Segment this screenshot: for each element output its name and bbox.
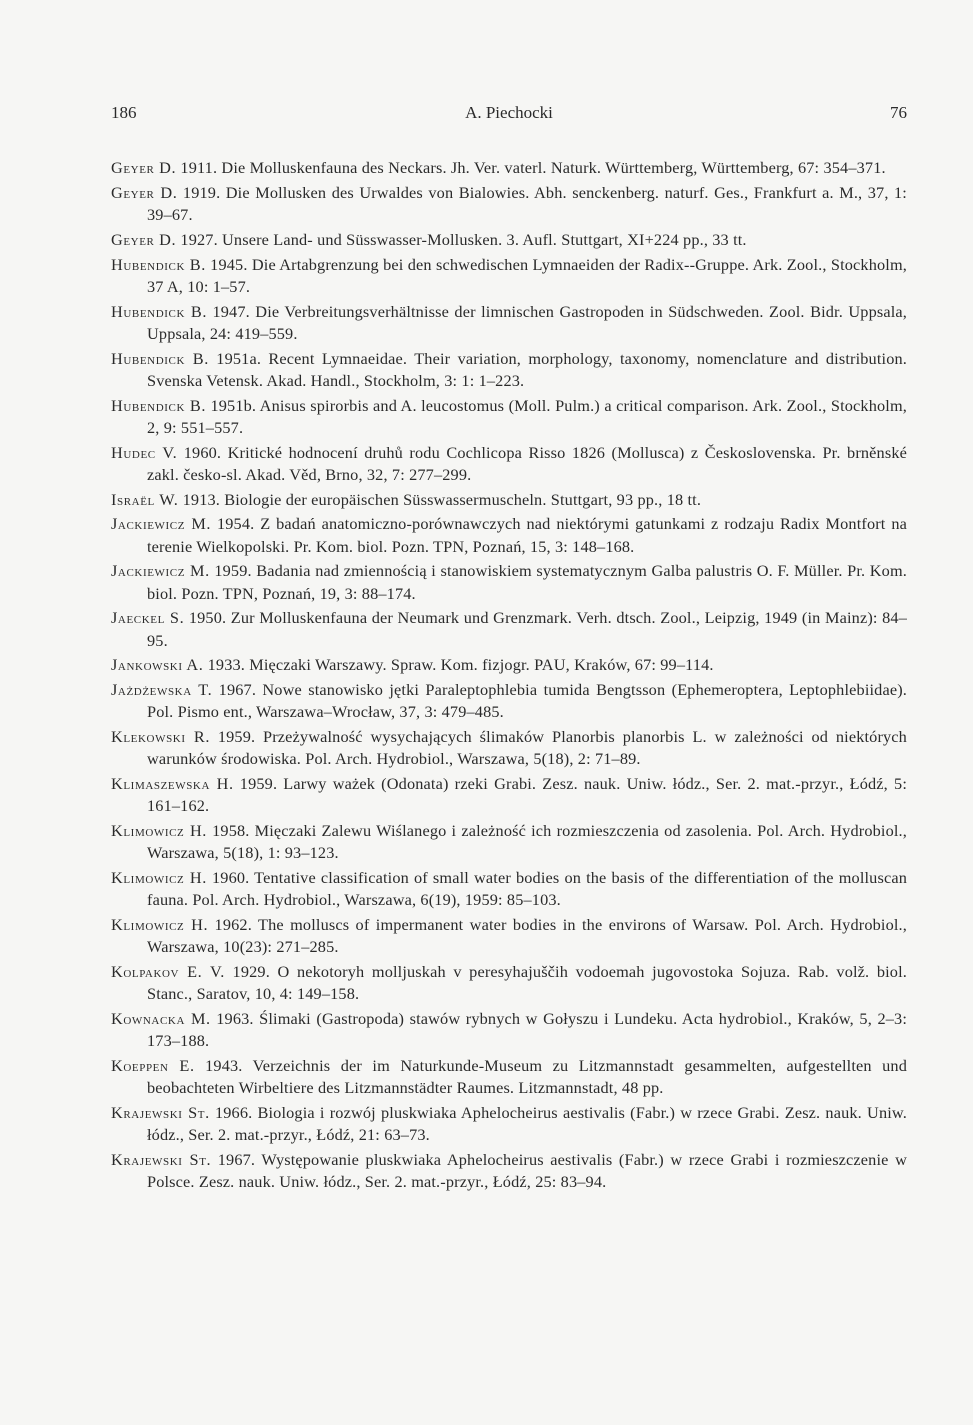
reference-author: Hudec V. bbox=[111, 442, 178, 462]
reference-text: 1963. Ślimaki (Gastropoda) stawów rybnych w Gołyszu i Lundeku. Acta hydrobiol., Kraków, 5, 2–3: 173–188. bbox=[147, 1009, 907, 1051]
reference-text: 1913. Biologie der europäischen Süsswassermuscheln. Stuttgart, 93 pp., 18 tt. bbox=[178, 489, 702, 509]
reference-entry bbox=[111, 820, 907, 864]
reference-text: 1967. Nowe stanowisko jętki Paraleptophlebia tumida Bengtsson (Ephemeroptera, Leptophlebiidae). Pol. Pismo ent., Warszawa–Wrocław, 37, 3: 479–485. bbox=[147, 680, 907, 722]
reference-author: Klimowicz H. bbox=[111, 915, 209, 935]
reference-list bbox=[111, 157, 907, 1196]
reference-text: 1967. Występowanie pluskwiaka Aphelocheirus aestivalis (Fabr.) w rzece Grabi i rozmieszczenie w Polsce. Zesz. nauk. Uniw. łódz., Ser. 2. mat.-przyr., Łódź, 25: 83–94. bbox=[147, 1150, 907, 1192]
reference-text: 1960. Kritické hodnocení druhů rodu Cochlicopa Risso 1826 (Mollusca) z Československa. Pr. brněnské zakl. česko-sl. Akad. Věd, Brno, 32, 7: 277–299. bbox=[147, 442, 907, 484]
reference-author: Klekowski R. bbox=[111, 727, 210, 747]
reference-text: 1959. Przeżywalność wysychających ślimaków Planorbis planorbis L. w zależności od niektórych warunków środowiska. Pol. Arch. Hydrobiol., Warszawa, 5(18), 2: 71–89. bbox=[147, 727, 907, 769]
reference-text: 1919. Die Mollusken des Urwaldes von Bialowies. Abh. senckenberg. naturf. Ges., Frankfurt a. M., 37, 1: 39–67. bbox=[147, 182, 907, 224]
reference-text: 1927. Unsere Land- und Süsswasser-Mollusken. 3. Aufl. Stuttgart, XI+224 pp., 33 tt. bbox=[176, 229, 747, 249]
reference-author: Hubendick B. bbox=[111, 301, 208, 321]
reference-entry bbox=[111, 395, 907, 439]
reference-entry bbox=[111, 560, 907, 604]
reference-text: 1943. Verzeichnis der im Naturkunde-Museum zu Litzmannstadt gesammelten, aufgestellten und beobachteten Wirbeltiere des Litzmannstädter Raumes. Litzmannstadt, 48 pp. bbox=[147, 1056, 908, 1098]
reference-text: 1959. Larwy ważek (Odonata) rzeki Grabi. Zesz. nauk. Uniw. łódz., Ser. 2. mat.-przyr., Łódź, 5: 161–162. bbox=[147, 774, 907, 816]
reference-author: Klimowicz H. bbox=[111, 821, 207, 841]
reference-text: 1951a. Recent Lymnaeidae. Their variation, morphology, taxonomy, nomenclature and distribution. Svenska Vetensk. Akad. Handl., Stockholm, 3: 1: 1–223. bbox=[147, 348, 907, 390]
reference-author: Hubendick B. bbox=[111, 348, 209, 368]
reference-author: Geyer D. bbox=[111, 229, 177, 249]
reference-text: 1951b. Anisus spirorbis and A. leucostomus (Moll. Pulm.) a critical comparison. Ark. Zool., Stockholm, 2, 9: 551–557. bbox=[147, 395, 907, 437]
reference-author: Klimaszewska H. bbox=[111, 774, 234, 794]
reference-entry bbox=[111, 513, 907, 557]
reference-author: Hubendick B. bbox=[111, 395, 207, 415]
reference-entry bbox=[111, 1008, 907, 1052]
reference-entry bbox=[111, 773, 907, 817]
reference-text: 1911. Die Molluskenfauna des Neckars. Jh. Ver. vaterl. Naturk. Württemberg, Württemberg, 67: 354–371. bbox=[176, 158, 886, 177]
reference-entry bbox=[111, 229, 907, 251]
reference-author: Kownacka M. bbox=[111, 1009, 211, 1029]
reference-entry bbox=[111, 679, 907, 723]
reference-entry bbox=[111, 489, 907, 511]
reference-text: 1933. Mięczaki Warszawy. Spraw. Kom. fizjogr. PAU, Kraków, 67: 99–114. bbox=[203, 655, 714, 675]
reference-text: 1962. The molluscs of impermanent water bodies in the environs of Warsaw. Pol. Arch. Hydrobiol., Warszawa, 10(23): 271–285. bbox=[147, 915, 907, 957]
reference-entry bbox=[111, 1102, 907, 1146]
reference-entry bbox=[111, 867, 907, 911]
reference-author: Jackiewicz M. bbox=[111, 514, 212, 534]
reference-text: 1929. O nekotoryh molljuskah v peresyhajuščih vodoemah jugovostoka Sojuza. Rab. volž. biol. Stanc., Saratov, 10, 4: 149–158. bbox=[147, 962, 907, 1004]
reference-author: Jankowski A. bbox=[111, 655, 204, 675]
reference-author: Hubendick B. bbox=[111, 254, 206, 274]
reference-entry bbox=[111, 157, 907, 179]
reference-text: 1958. Mięczaki Zalewu Wiślanego i zależność ich rozmieszczenia od zasolenia. Pol. Arch. Hydrobiol., Warszawa, 5(18), 1: 93–123. bbox=[147, 821, 907, 863]
reference-text: 1947. Die Verbreitungsverhältnisse der limnischen Gastropoden in Südschweden. Zool. Bidr. Uppsala, Uppsala, 24: 419–559. bbox=[147, 301, 908, 343]
reference-text: 1954. Z badań anatomiczno-porównawczych nad niektórymi gatunkami z rodzaju Radix Montfort na terenie Wielkopolski. Pr. Kom. biol. Pozn. TPN, Poznań, 15, 3: 148–168. bbox=[147, 514, 908, 556]
reference-author: Geyer D. bbox=[111, 158, 177, 177]
reference-text: 1960. Tentative classification of small water bodies on the basis of the differentiation of the molluscan fauna. Pol. Arch. Hydrobiol., Warszawa, 6(19), 1959: 85–103. bbox=[147, 868, 907, 910]
reference-entry bbox=[111, 301, 907, 345]
page-number-left: 186 bbox=[111, 103, 137, 122]
reference-entry bbox=[111, 442, 907, 486]
reference-author: Kolpakov E. V. bbox=[111, 962, 225, 982]
page-number-right: 76 bbox=[890, 103, 907, 122]
reference-author: Jaeckel S. bbox=[111, 608, 185, 628]
reference-author: Jażdżewska T. bbox=[111, 680, 213, 700]
reference-entry bbox=[111, 348, 907, 392]
running-title: A. Piechocki bbox=[465, 103, 553, 122]
page-header bbox=[111, 103, 907, 129]
reference-entry bbox=[111, 914, 907, 958]
reference-entry bbox=[111, 1149, 907, 1193]
reference-author: Klimowicz H. bbox=[111, 868, 207, 888]
reference-author: Geyer D. bbox=[111, 182, 178, 202]
reference-author: Krajewski St. bbox=[111, 1103, 210, 1123]
reference-entry bbox=[111, 607, 907, 651]
reference-author: Jackiewicz M. bbox=[111, 561, 210, 581]
reference-entry bbox=[111, 1055, 907, 1099]
reference-text: 1950. Zur Molluskenfauna der Neumark und Grenzmark. Verh. dtsch. Zool., Leipzig, 1949 (in Mainz): 84–95. bbox=[147, 608, 907, 650]
reference-author: Koeppen E. bbox=[111, 1056, 195, 1076]
reference-author: Israël W. bbox=[111, 489, 179, 509]
reference-text: 1966. Biologia i rozwój pluskwiaka Aphelocheirus aestivalis (Fabr.) w rzece Grabi. Zesz. nauk. Uniw. łódz., Ser. 2. mat.-przyr., Łódź, 21: 63–73. bbox=[147, 1103, 907, 1145]
reference-entry bbox=[111, 654, 907, 676]
reference-entry bbox=[111, 182, 907, 226]
reference-entry bbox=[111, 961, 907, 1005]
reference-text: 1959. Badania nad zmiennością i stanowiskiem systematycznym Galba palustris O. F. Müller. Pr. Kom. biol. Pozn. TPN, Poznań, 19, 3: 88–174. bbox=[147, 561, 908, 603]
reference-author: Krajewski St. bbox=[111, 1150, 212, 1170]
reference-text: 1945. Die Artabgrenzung bei den schwedischen Lymnaeiden der Radix--Gruppe. Ark. Zool., Stockholm, 37 A, 10: 1–57. bbox=[147, 254, 907, 296]
reference-entry bbox=[111, 254, 907, 298]
reference-entry bbox=[111, 726, 907, 770]
